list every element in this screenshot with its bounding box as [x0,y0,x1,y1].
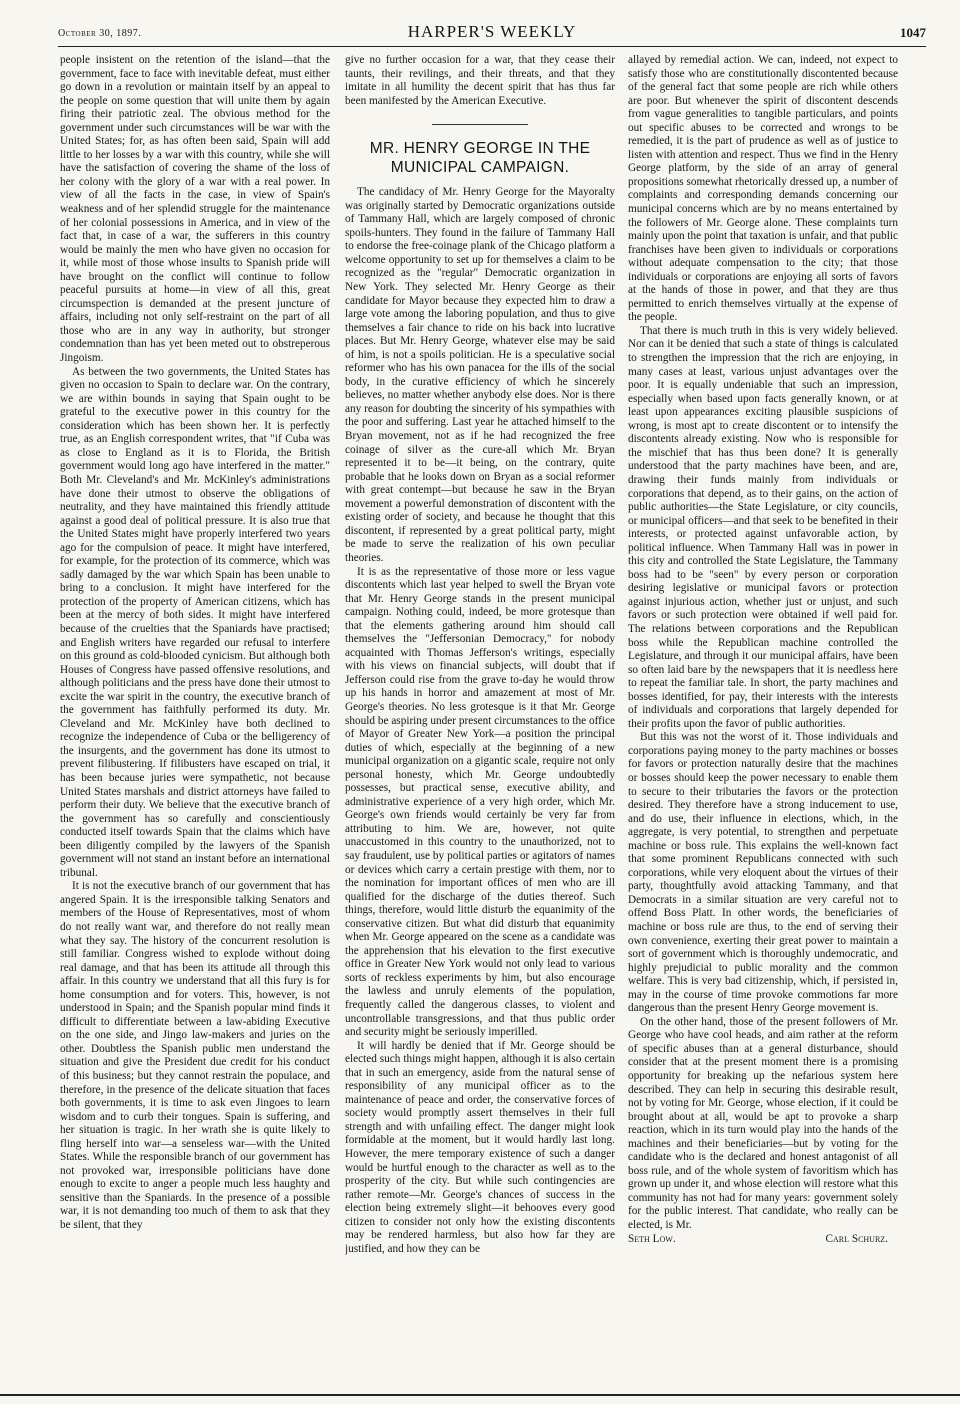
header-rule [58,46,926,47]
paragraph: It is as the representative of those more or less vague discontents which last year helped to swell the Bryan vote that Mr. Henry George stands in the present municipal campaign. Nothing could, indeed, be more grotesque than that the elements gathering around him should call themselves the "Jeffersonian Democracy," for nobody acquainted with Thomas Jefferson's writings, especially with his views on financial subjects, will doubt that if Jefferson could rise from the grave to-day he would throw up his hands in horror and amazement at most of Mr. George's theories. No less grotesque is it that Mr. George should be aspiring under present circumstances to the office of Mayor of Greater New York—a position the principal duties of which, especially at the beginning of a new municipal organization on a gigantic scale, require not only personal honesty, which Mr. George undoubtedly possesses, but practical sense, executive ability, and administrative experience of a very high order, which Mr. George's own friends would certainly be very far from attributing to him. We are, however, not quite unaccustomed in this country to the unauthorized, not to say fraudulent, use by political parties or agitators of names or devices which carry a certain prestige with them, nor to the nomination for important offices of men who are ill qualified for the discharge of the duties thereof. Such things, therefore, would little disturb the equanimity of the conservative citizen. But what did disturb that equanimity when Mr. George appeared on the scene as a candidate was the apprehension that his elevation to the first executive office in Greater New York would not only lead to various sorts of reckless experiments by him, but also encourage the lawless and unruly elements of the population, frequently called the dangerous classes, to violent and uncontrollable transgressions, and that thus public order and security might be seriously imperilled. [345,565,615,1039]
paragraph: That there is much truth in this is very widely believed. Nor can it be denied that such a state of things is calculated to strengthen the impression that the rich are enjoying, in many cases at least, various unjust advantages over the poor. It is equally undeniable that such an impression, especially when based upon facts generally known, or at least upon appearances exciting plausible suspicions of wrong, is most apt to create discontent or to intensify the discontents already existing. Now who is responsible for the mischief that has thus been done? It is generally understood that the party machines have been, and are, drawing their funds mainly from individuals or corporations that depend, as to their gains, on the action of public authorities—the State Legislature, or city councils, or municipal officers—and that seek to be benefited in their interests, or protected against unfavorable action, by political influence. When Tammany Hall was in power in this city and controlled the State Legislature, the Tammany boss had to be "seen" by every person or corporation desiring legislative or municipal favors or protection against injurious action, whether just or unjust, and such favors or such protection were obtained if well paid for. The relations between corporations and the Republican boss while the Republican machine controlled the Legislature, and through it our municipal affairs, have been so often laid bare by the newspapers that it is needless here to repeat the familiar tale. In short, the party machines and bosses identified, for pay, their interests with the interests of individuals and corporations that largely depended for their profits upon the favor of public authorities. [628,324,898,730]
bottom-rule [0,1394,960,1396]
paragraph: allayed by remedial action. We can, indeed, not expect to satisfy those who are constitutionally discontented because of the general fact that some people are rich while others are poor. But whenever the spirit of discontent descends from vague generalities to tangible particulars, and points out specific abuses to be corrected and wrongs to be remedied, it is the part of prudence as well as of justice to listen with attention and respect. Thus we find in the Henry George platform, by the side of an array of general propositions somewhat rhetorically dressed up, a number of complaints and corresponding demands concerning our municipal concerns which are by no means entertained by the followers of Mr. George alone. These complaints turn mainly upon the point that taxation is unfair, and that public franchises have been given to individuals or corporations without adequate compensation to the city; that those individuals or corporations are enjoying all sorts of favors at the hands of those in power, and that they are thus permitted to enrich themselves virtually at the expense of the people. [628,54,898,324]
column-3 [628,54,898,1366]
article-title: MR. HENRY GEORGE IN THE MUNICIPAL CAMPAIGN. [369,140,591,177]
issue-date: October 30, 1897. [58,28,142,39]
column-1 [60,54,330,1366]
candidate-name: Seth Low. [628,1232,676,1245]
paragraph: It is not the executive branch of our government that has angered Spain. It is the irresponsible talking Senators and members of the House of Representatives, most of whom do not really want war, and therefore do not really mean what they say. The history of the concurrent resolution is still familiar. Congress wished to explode without doing real damage, and that has been its attitude all through this affair. In this country we understand that all this fury is for home consumption and for voters. This, however, is not understood in Spain; and the Spanish popular mind finds it difficult to differentiate between a law-abiding Executive on the one side, and Jingo law-makers and juries on the other. Doubtless the Spanish public men understand the situation and give the President due credit for his conduct of this business; but they cannot restrain the populace, and therefore, in the presence of the delicate situation that faces both governments, it is time to ask even Jingoes to learn wisdom and to curb their tongues. Spain is suffering, and her situation is tragic. In her wrath she is quite likely to fling herself into war—a senseless war—with the United States. While the responsible branch of our government has not provoked war, irresponsible politicians have done enough to excite to anger a people much less haughty and sensitive than the Spaniards. In the presence of a possible war, it is not demanding too much of them to ask that they be silent, that they [60,880,330,1232]
paragraph: As between the two governments, the United States has given no occasion to Spain to declare war. On the contrary, we are within bounds in saying that Spain ought to be grateful to the executive power in this country for the consideration which has been shown her. It is perfectly true, as an English correspondent writes, that "if Cuba was as close to England as it is to Florida, the British government would long ago have interfered in the matter." Both Mr. Cleveland's and Mr. McKinley's administrations have done their utmost to observe the obligations of neutrality, and they have maintained this friendly attitude against a good deal of political pressure. It is also true that the United States might have properly interfered two years ago for the compulsion of peace. It might have interfered, for example, for the protection of its commerce, which was sadly damaged by the war which Spain has been unable to bring to a conclusion. It might have interfered for the protection of the property of American citizens, which has been at the mercy of both sides. It might have interfered because of the cruelties that the Spaniards have practised; and English writers have regarded our refusal to interfere on this ground as cold-blooded cynicism. But although both Houses of Congress have passed offensive resolutions, and although politicians and the press have done their utmost to excite the war spirit in the country, the executive branch of the government has faithfully performed its duty. Mr. Cleveland and Mr. McKinley have both declined to recognize the independence of Cuba or the belligerency of the insurgents, and the government has done its utmost to prevent filibustering. If filibusters have escaped on trial, it has been because juries were sympathetic, not because United States marshals and district attorneys have failed to perform their duty. We believe that the executive branch of the government has so carefully and conscientiously conducted itself towards Spain that the claims which have been diligently compiled by the lawyers of the Spanish government will not stand an instant before an international tribunal. [60,365,330,879]
publication-title: HARPER'S WEEKLY [407,22,577,41]
signature-line [628,1233,898,1247]
section-divider [432,124,528,125]
paragraph: give no further occasion for a war, that they cease their taunts, their revilings, and their threats, and that they imitate in all humility the decent spirit that has thus far been manifested by the American Executive. [345,54,615,107]
paragraph: The candidacy of Mr. Henry George for the Mayoralty was originally started by Democratic organizations outside of Tammany Hall, which are largely composed of chronic spoils-hunters. They found in the failure of Tammany Hall to endorse the free-coinage plank of the Chicago platform a welcome opportunity to set up for themselves a claim to be recognized as the "regular" Democratic organization in New York. They selected Mr. Henry George as their candidate for Mayor because they expected him to draw a large vote among the laboring population, and thus to give themselves a fair chance to ride on his back into lucrative places. But Mr. Henry George, whatever else may be said of him, is not a spoils politician. He is a speculative social reformer who has his own panacea for the ills of the social body, in the curative efficiency of which he sincerely believes, no matter whether anybody else does. Nor is there any reason for doubting the sincerity of his sympathies with the poor and suffering. Last year he attached himself to the Bryan movement, not as if he had recognized the free coinage of silver as the cure-all which Mr. Bryan represented it to be—it being, on the contrary, quite probable that he looks down on Bryan as a social reformer with great contempt—but because he saw in the Bryan movement a powerful demonstration of discontent with the existing order of society, and because he thought that this discontent, if represented by a great political party, might be made to serve the realization of his own peculiar theories. [345,186,615,564]
paragraph: But this was not the worst of it. Those individuals and corporations paying money to the party machines or bosses for favors or protection naturally desire that the machines or bosses should keep the power necessary to enable them to secure to their tributaries the favors or the protection desired. They therefore have a strong inducement to use, and do use, their influence in elections, which, in the aggregate, is very potential, to strengthen and perpetuate machine or boss rule. This explains the well-known fact that some prominent Republicans connected with such corporations, while very eloquent about the virtues of their party, thoughtfully avoid attacking Tammany, and that Democrats in a similar situation are very careful not to offend Boss Platt. In other words, the beneficiaries of machine or boss rule are thus, to the end of serving their own convenience, exerting their great power to maintain a sort of government which is thoroughly undemocratic, and highly prejudicial to public morality and the common welfare. This is very bad citizenship, which, if persisted in, may in the course of time provoke commotions far more dangerous than the present Henry George movement is. [628,731,898,1015]
author-signature: Carl Schurz. [825,1232,888,1245]
column-2 [345,54,615,1366]
page-header [58,22,926,44]
paragraph: On the other hand, those of the present followers of Mr. George who have cool heads, and aim rather at the reform of specific abuses than at a general disturbance, should consider that at the present moment there is a promising opportunity for breaking up the nefarious system here described. They can help in securing this desirable result, not by voting for Mr. George, whose election, if it could be brought about at all, would be apt to provoke a sharp reaction, which in its turn would play into the hands of the machines and their beneficiaries—but by voting for the candidate who is the declared and honest antagonist of all boss rule, and of the whole system of favoritism which has grown up under it, and whose election will restore what this community has not had for many years: government solely for the public interest. That candidate, who really can be elected, is Mr. [628,1015,898,1232]
paragraph: It will hardly be denied that if Mr. George should be elected such things might happen, although it is also certain that in such an emergency, aside from the natural sense of responsibility of any municipal officer as to the maintenance of peace and order, the conservative forces of society would promptly assert themselves in their full strength and with unfailing effect. The danger might look formidable at the moment, but it would hardly last long. However, the mere temporary existence of such a danger would be hurtful enough to the character as well as to the prosperity of the city. But while such contingencies are rather remote—Mr. George's chances of success in the election being extremely slight—it behooves every good citizen to consider not only how the existing discontents may be rendered harmless, but also how far they are justified, and how they can be [345,1039,615,1255]
paragraph: people insistent on the retention of the island—that the government, face to face with inevitable defeat, must either go down in a revolution or maintain itself by an appeal to the people on some question that will unite them by again firing their patriotic zeal. The obvious method for the government under such circumstances will be war with the United States; for, as has often been said, Spain will add little to her losses by a war with this country, while she will have the satisfaction of covering the shame of the loss of her colony with the glory of a war with a real power. In view of all the facts in the case, in view of Spain's weakness and of her splendid struggle for the maintenance of her colonial possessions in America, and in view of the fact that, in case of a war, the sufferers in this country would be mainly the men who have given no occasion for it, while most of those whose insults to Spanish pride will have brought on the conflict will continue to follow peaceful pursuits at home—in view of all this, great circumspection is demanded at the present juncture of affairs, including not only self-restraint on the part of all those who are in any way in authority, but stronger condemnation than has yet been meted out to obstreperous Jingoism. [60,54,330,365]
page-number: 1047 [900,25,926,40]
